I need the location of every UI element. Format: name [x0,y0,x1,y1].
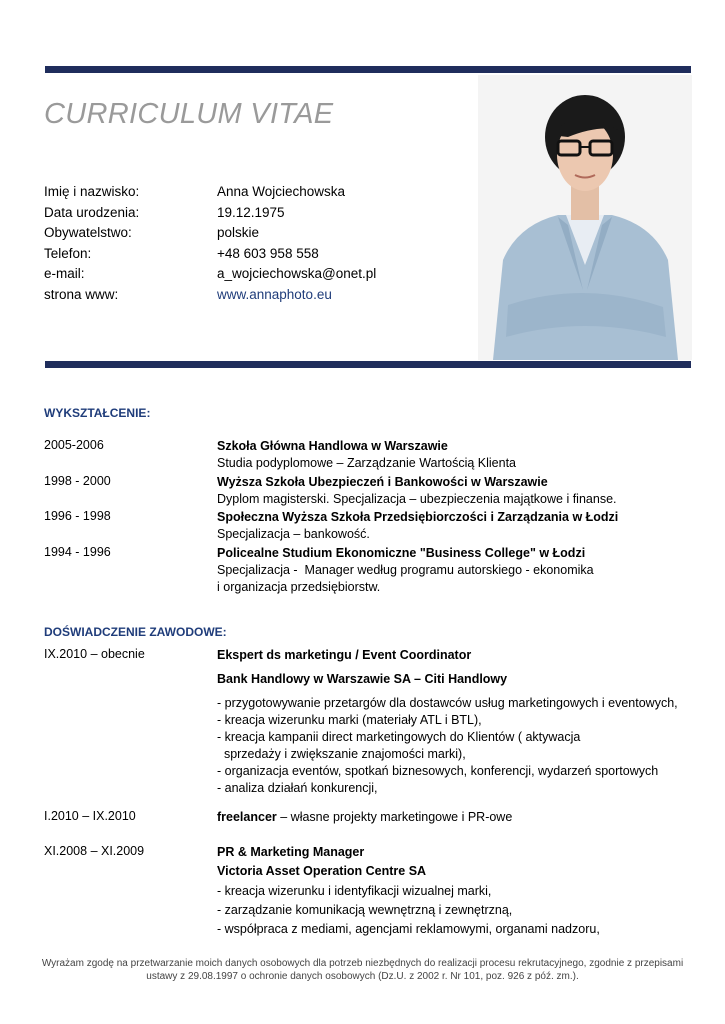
personal-row-citizenship [44,223,376,244]
personal-label: Imię i nazwisko: [44,184,140,199]
education-detail: Specjalizacja – bankowość. [217,527,370,541]
education-item [44,545,687,596]
page-title: CURRICULUM VITAE [44,98,334,130]
personal-value: 19.12.1975 [217,204,285,220]
personal-row-website [44,285,376,306]
personal-value: polskie [217,225,260,240]
education-item [44,438,687,474]
gdpr-consent-footer [30,958,695,983]
consent-line: ustawy z 29.08.1997 o ochronie danych osobowych (Dz.U. z 2002 r. Nr 101, poz. 926 z póź. zm.). [146,970,579,982]
personal-label: Telefon: [44,245,92,261]
job-date: XI.2008 – XI.2009 [44,844,145,858]
job-duty: - analiza działań konkurencji, [217,781,378,795]
job-duty: - zarządzanie komunikacją wewnętrzną i zewnętrzną, [217,903,513,917]
education-detail: Dyplom magisterski. Specjalizacja – ubezpieczenia majątkowe i finanse. [217,491,617,506]
education-detail: i organizacja przedsiębiorstw. [217,579,381,594]
job-position: freelancer [217,810,277,824]
experience-heading: DOŚWIADCZENIE ZAWODOWE: [44,625,227,639]
personal-row-birthdate [44,203,376,224]
bottom-divider-bar [45,361,691,368]
website-link[interactable]: www.annaphoto.eu [217,286,332,302]
education-heading: WYKSZTAŁCENIE: [44,406,151,420]
personal-row-phone [44,244,376,265]
school-name: Policealne Studium Ekonomiczne "Business College" w Łodzi [217,545,586,560]
school-name: Wyższa Szkoła Ubezpieczeń i Bankowości w Warszawie [217,474,548,489]
education-date: 1998 - 2000 [44,473,111,488]
job-duty: - współpraca z mediami, agencjami reklamowymi, organami nadzoru, [217,922,600,936]
job-duty: - kreacja wizerunku marki (materiały ATL i BTL), [217,713,482,727]
personal-label: Data urodzenia: [44,204,140,220]
job-position: PR & Marketing Manager [217,845,365,859]
school-name: Społeczna Wyższa Szkoła Przedsiębiorczości i Zarządzania w Łodzi [217,510,619,524]
consent-line: Wyrażam zgodę na przetwarzanie moich danych osobowych dla potrzeb niezbędnych do realizacji procesu rekrutacyjnego, zgodnie z przepisami [41,958,684,969]
personal-value: Anna Wojciechowska [217,184,346,199]
personal-label: Obywatelstwo: [44,225,132,240]
experience-job [44,844,687,939]
job-duty: - kreacja kampanii direct marketingowych do Klientów ( aktywacja [217,730,581,744]
job-company: Bank Handlowy w Warszawie SA – Citi Handlowy [217,672,508,686]
education-item [44,474,687,510]
personal-info [44,182,376,305]
job-duty: - przygotowywanie przetargów dla dostawców usług marketingowych i eventowych, [217,696,678,710]
job-position: Ekspert ds marketingu / Event Coordinator [217,648,472,662]
education-date: 1994 - 1996 [44,544,111,559]
profile-photo [478,75,692,360]
job-date: IX.2010 – obecnie [44,647,145,661]
education-detail: Specjalizacja - Manager według programu autorskiego - ekonomika [217,562,594,577]
personal-row-email [44,264,376,285]
job-date: I.2010 – IX.2010 [44,809,136,823]
email-value[interactable]: a_wojciechowska@onet.pl [217,266,377,281]
education-date: 1996 - 1998 [44,509,111,523]
personal-label: strona www: [44,286,119,302]
education-list [44,438,687,596]
school-name: Szkoła Główna Handlowa w Warszawie [217,439,448,453]
top-divider-bar [45,66,691,73]
education-item [44,509,687,545]
experience-job [44,809,687,826]
personal-row-name [44,182,376,203]
job-duty: - organizacja eventów, spotkań biznesowych, konferencji, wydarzeń sportowych [217,764,659,778]
job-company: Victoria Asset Operation Centre SA [217,864,427,878]
personal-value: +48 603 958 558 [217,245,319,261]
education-date: 2005-2006 [44,438,104,452]
personal-label: e-mail: [44,266,85,281]
job-description: – własne projekty marketingowe i PR-owe [276,810,513,824]
education-detail: Studia podyplomowe – Zarządzanie Wartością Klienta [217,456,516,470]
job-duty: - kreacja wizerunku i identyfikacji wizualnej marki, [217,884,492,898]
job-duty: sprzedaży i zwiększanie znajomości marki), [217,747,466,761]
experience-job [44,647,687,797]
